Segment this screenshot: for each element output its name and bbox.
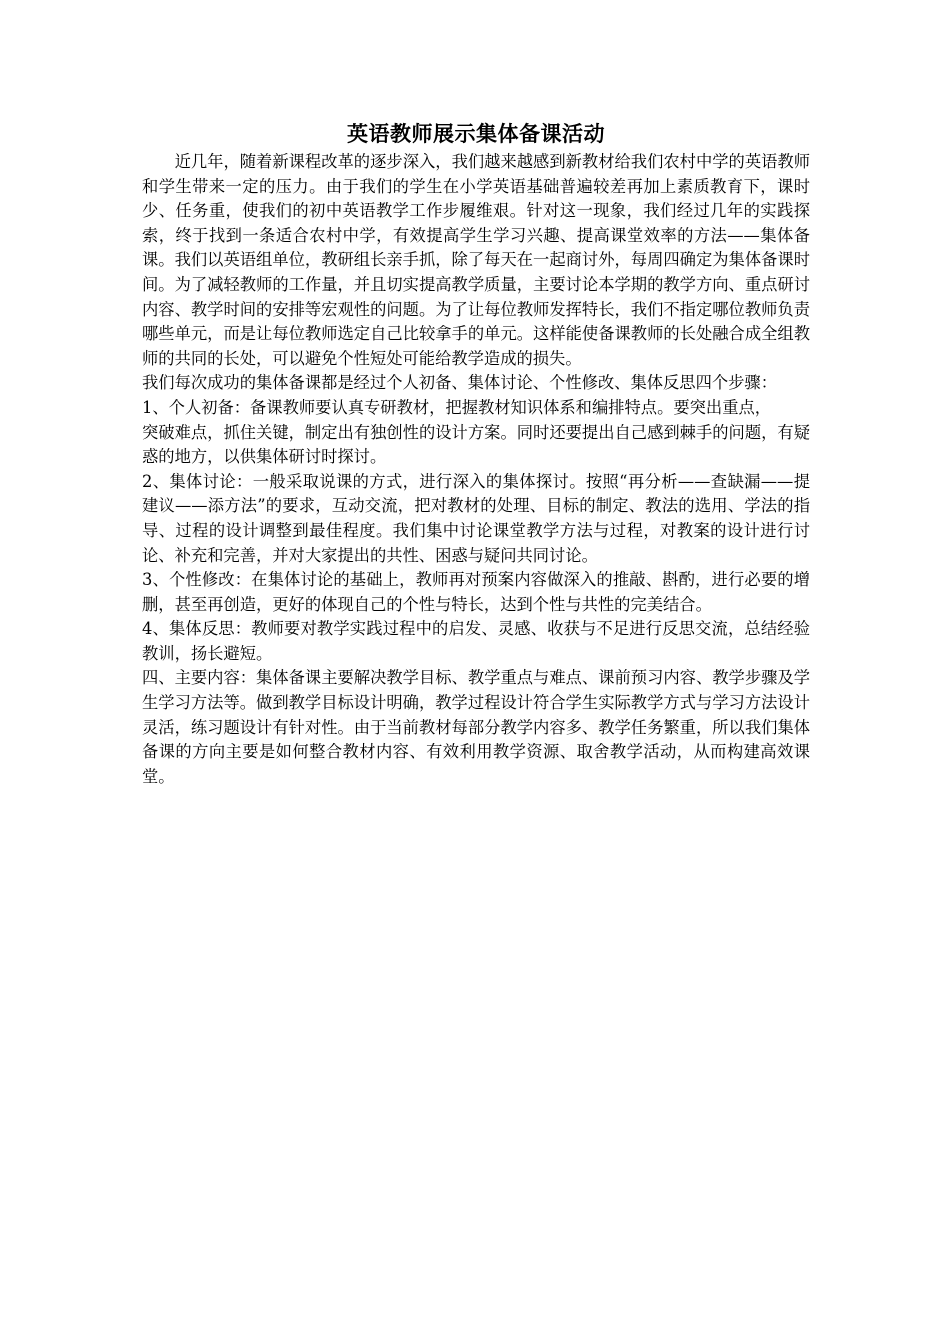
- paragraph-main-content: 四、主要内容：集体备课主要解决教学目标、教学重点与难点、课前预习内容、教学步骤及学生学习方法等。做到教学目标设计明确，教学过程设计符合学生实际教学方式与学习方法设计灵活，练习题设计有针对性。由于当前教材每部分教学内容多、教学任务繁重，所以我们集体备课的方向主要是如何整合教材内容、有效利用教学资源、取舍教学活动，从而构建高效课堂。: [142, 668, 810, 786]
- document-page: [142, 118, 810, 789]
- document-body: [142, 150, 810, 789]
- paragraph-step-4: 4、集体反思：教师要对教学实践过程中的启发、灵感、收获与不足进行反思交流，总结经验教训，扬长避短。: [142, 619, 810, 663]
- paragraph-steps-intro: 我们每次成功的集体备课都是经过个人初备、集体讨论、个性修改、集体反思四个步骤：: [142, 373, 777, 393]
- document-title: 英语教师展示集体备课活动: [347, 121, 605, 146]
- paragraph-step-3: 3、个性修改：在集体讨论的基础上，教师再对预案内容做深入的推敲、斟酌，进行必要的增删，甚至再创造，更好的体现自己的个性与特长，达到个性与共性的完美结合。: [142, 570, 810, 614]
- paragraph-step-2: 2、集体讨论：一般采取说课的方式，进行深入的集体探讨。按照“再分析——查缺漏——提建议——添方法”的要求，互动交流，把对教材的处理、目标的制定、教法的选用、学法的指导、过程的设计调整到最佳程度。我们集中讨论课堂教学方法与过程，对教案的设计进行讨论、补充和完善，并对大家提出的共性、困惑与疑问共同讨论。: [142, 471, 810, 565]
- paragraph-step-1: 1、个人初备：备课教师要认真专研教材，把握教材知识体系和编排特点。要突出重点，: [142, 397, 772, 417]
- paragraph-intro: 近几年，随着新课程改革的逐步深入，我们越来越感到新教材给我们农村中学的英语教师和学生带来一定的压力。由于我们的学生在小学英语基础普遍较差再加上素质教育下，课时少、任务重，使我们的初中英语教学工作步履维艰。针对这一现象，我们经过几年的实践探索，终于找到一条适合农村中学，有效提高学生学习兴趣、提高课堂效率的方法——集体备课。我们以英语组单位，教研组长亲手抓，除了每天在一起商讨外，每周四确定为集体备课时间。为了减轻教师的工作量，并且切实提高教学质量，主要讨论本学期的教学方向、重点研讨内容、教学时间的安排等宏观性的问题。为了让每位教师发挥特长，我们不指定哪位教师负责哪些单元，而是让每位教师选定自己比较拿手的单元。这样能使备课教师的长处融合成全组教师的共同的长处，可以避免个性短处可能给教学造成的损失。: [142, 152, 810, 368]
- paragraph-step-1-continued: 突破难点，抓住关键，制定出有独创性的设计方案。同时还要提出自己感到棘手的问题，有疑惑的地方，以供集体研讨时探讨。: [142, 422, 810, 467]
